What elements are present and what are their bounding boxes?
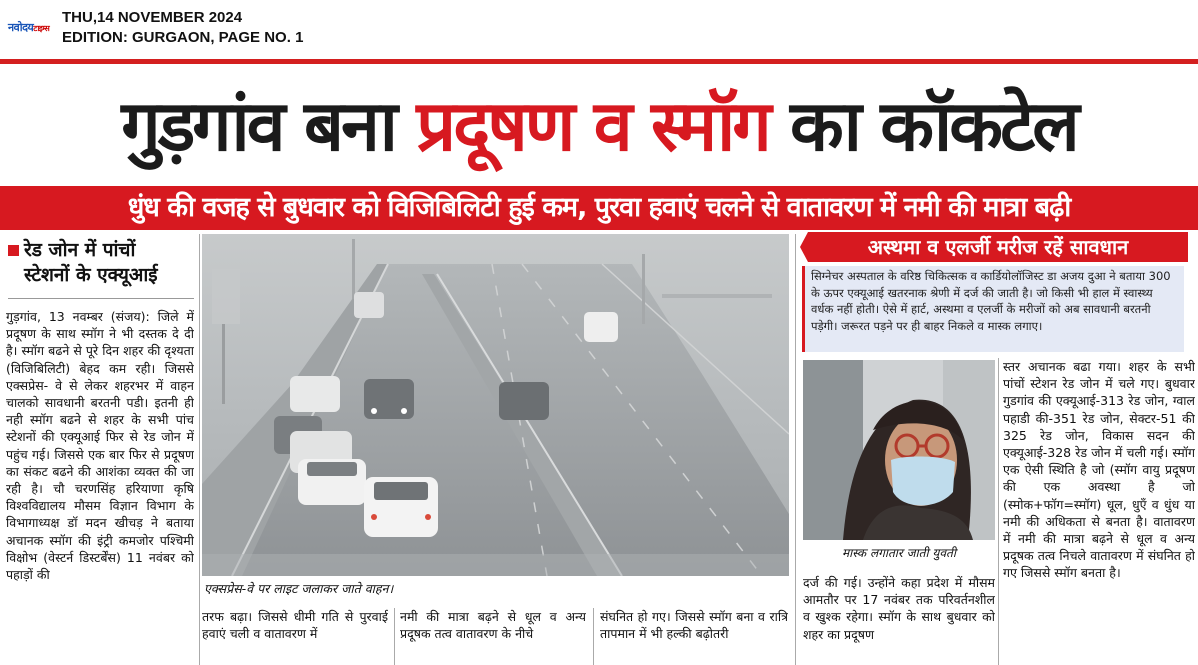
column-divider	[394, 608, 395, 665]
column-divider	[998, 358, 999, 665]
masthead-bar	[0, 0, 1198, 55]
headline-part-red: प्रदूषण व स्मॉग	[416, 85, 769, 167]
sidebar-body: गुड़गांव, 13 नवम्बर (संजय): जिले में प्रदूषण के साथ स्मॉग ने भी दस्तक दे दी है। स्मॉग बढने से पूरे दिन शहर की दृश्यता (विजिबिलिटी) बेहद कम रही। जिससे एक्सप्रेस- वे से लेकर शहरभर में वाहन चालको सावधानी बरतनी पडी। इतनी ही नही स्मॉग बढने से शहर के सभी पांच स्टेशनों की एक्यूआई फिर से रेड जोन में पहुंच गई। जिससे एक बार फिर से प्रदूषण का संकट बढने की आशंका व्यक्त की जा रही है। चौ चरणसिंह हरियाणा कृषि विश्वविद्यालय मौसम विज्ञान विभाग के विभागाध्यक्ष डॉ मदन खीचड़ ने बताया अचानक स्मॉग की इंट्री कमजोर पश्चिमी विक्षोभ (वेस्टर्न डिस्टर्बेंस) 11 नवंबर को पहाड़ों की	[6, 309, 194, 583]
smog-expressway-image	[202, 234, 789, 576]
article-column-2: तरफ बढ़ा। जिससे धीमी गति से पुरवाई हवाएं चली व वातावरण में	[202, 609, 388, 642]
expressway-photo-caption: एक्सप्रेस-वे पर लाइट जलाकर जाते वाहन।	[204, 581, 394, 596]
title-arrow-icon	[800, 232, 808, 262]
masked-woman-caption: मास्क लगातार जाती युवती	[841, 546, 956, 560]
sidebar-heading	[8, 238, 196, 288]
headline-part-1: गुड़गांव बना	[121, 85, 417, 167]
article-column-5: दर्ज की गई। उन्होंने कहा प्रदेश में मौसम आमतौर पर 17 नवंबर तक परिवर्तनशील व खुश्क रहेगा। स्मॉग के साथ बुधवार को शहर का प्रदूषण	[803, 575, 995, 642]
sidebar-column	[0, 234, 198, 665]
headline-part-3: का कॉकटेल	[768, 85, 1077, 167]
column-divider	[795, 234, 796, 665]
header-divider	[0, 59, 1198, 64]
article-column-4: संघनित हो गए। जिससे स्मॉग बना व रात्रि तापमान में भी हल्की बढ़ोतरी	[600, 609, 788, 642]
logo-text: नवोदय	[8, 21, 34, 34]
sidebar-heading-line2: स्टेशनों के एक्यूआई	[24, 264, 158, 286]
masked-woman-photo	[803, 360, 995, 540]
health-advisory-box	[800, 232, 1198, 356]
main-headline	[0, 72, 1198, 180]
column-divider	[199, 234, 200, 665]
bullet-square-icon	[8, 245, 19, 256]
article-column-6: स्तर अचानक बढा गया। शहर के सभी पांचों स्टेशन रेड जोन में चले गए। बुधवार गुडगांव की एक्यूआई-313 रेड जोन, ग्वाल पहाडी की-351 रेड जोन, सेक्टर-51 की 325 रेड जोन, विकास सदन की एक्यूआई-328 रेड जोन में चली गई। स्मॉग एक ऐसी स्थिति है जो (स्मॉग वायु प्रदूषण की एक अवस्था है जो (स्मोक+फॉग=स्मॉग) धूल, धुएँ व धुंध या नमी की अधिकता से बनता है। वातावरण में नमी की मात्रा बढ़ने से धूल व अन्य प्रदूषक तत्व निचले वातावरण में संघनित हो गए जिससे स्मॉग बनता है।	[1003, 359, 1195, 581]
edition-info	[62, 8, 303, 48]
masked-woman-image	[803, 360, 995, 540]
sub-headline: धुंध की वजह से बुधवार को विजिबिलिटी हुई कम, पुरवा हवाएं चलने से वातावरण में नमी की मात्रा बढ़ी	[0, 186, 1198, 230]
logo-suffix: टाइम्स	[33, 24, 50, 33]
article-column-3: नमी की मात्रा बढ़ने से धूल व अन्य प्रदूषक तत्व वातावरण के नीचे	[400, 609, 586, 642]
advisory-body: सिग्नेचर अस्पताल के वरिष्ठ चिकित्सक व कार्डियोलॉजिस्ट डा अजय दुआ ने बताया 300 के ऊपर एक्यूआई खतरनाक श्रेणी में दर्ज की जाती है। जो किसी भी हाल में स्वास्थ्य वर्धक नहीं होती। ऐसे में हार्ट, अस्थमा व एलर्जी के मरीजों को अब सावधानी बरतनी पड़ेगी। जरूरत पड़ने पर ही बाहर निकले व मास्क लगाए।	[802, 266, 1184, 352]
publication-date: THU,14 NOVEMBER 2024	[62, 9, 243, 26]
column-divider	[593, 608, 594, 665]
newspaper-logo[interactable]	[8, 20, 54, 38]
expressway-photo	[202, 234, 789, 576]
advisory-title	[808, 232, 1188, 262]
sidebar-divider	[8, 298, 194, 299]
edition-page: EDITION: GURGAON, PAGE NO. 1	[62, 29, 304, 46]
sidebar-heading-line1: रेड जोन में पांचों	[24, 239, 136, 261]
advisory-title-text: अस्थमा व एलर्जी मरीज रहें सावधान	[867, 235, 1129, 259]
